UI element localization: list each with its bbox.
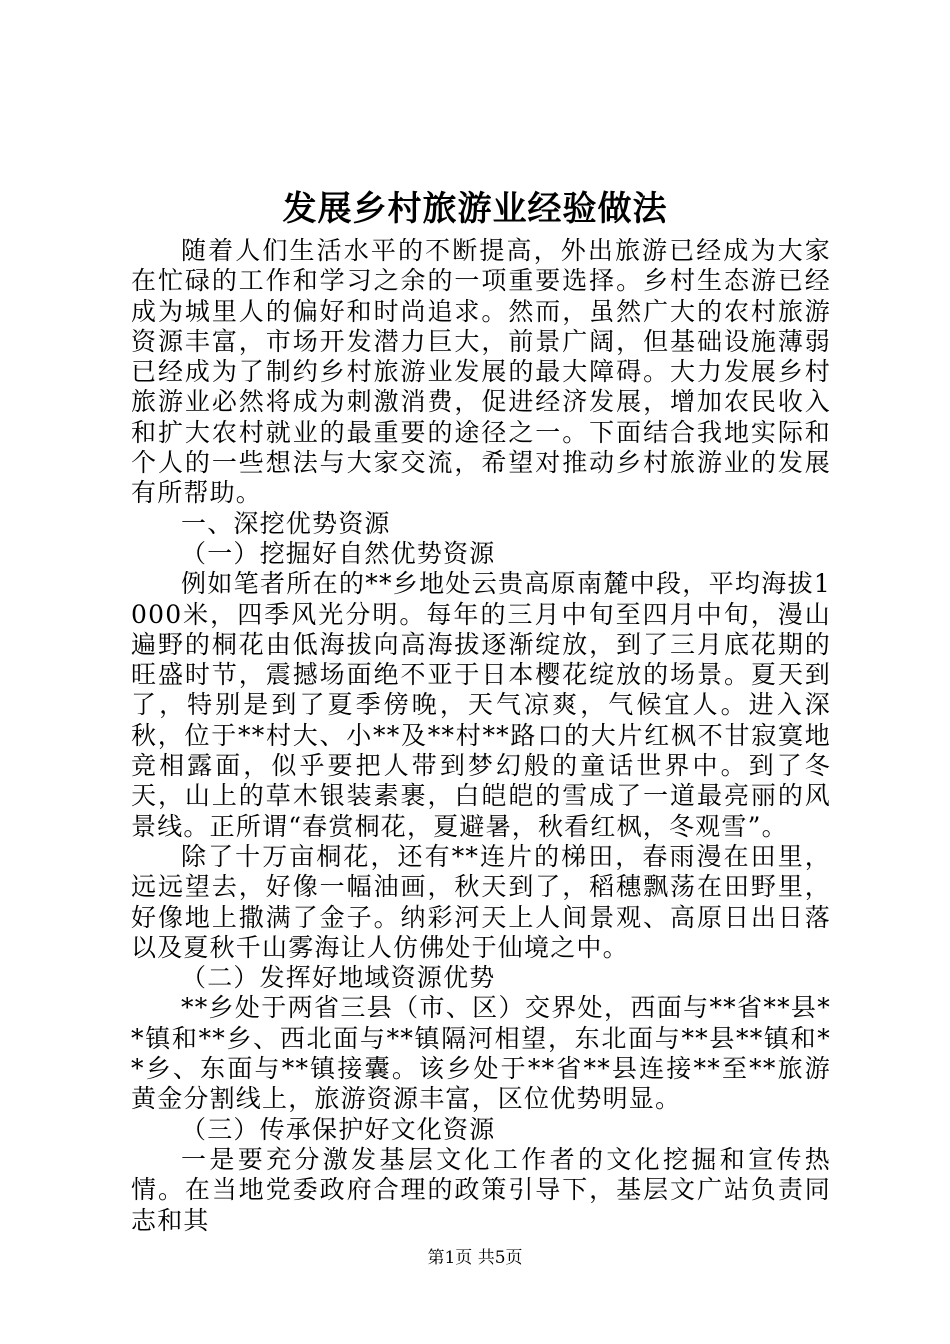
- section-heading-1: 一、深挖优势资源: [181, 508, 391, 538]
- paragraph-terraces: 除了十万亩桐花，还有**连片的梯田，春雨漫在田里，远远望去，好像一幅油画，秋天到了，稻穗飘荡在田野里，好像地上撒满了金子。纳彩河天上人间景观、高原日出日落以及夏秋千山雾海让人仿佛处于仙境之中。: [131, 841, 831, 962]
- document-title: 发展乡村旅游业经验做法: [282, 189, 668, 229]
- paragraph-geography: **乡处于两省三县（市、区）交界处，西面与**省**县**镇和**乡、西北面与**镇隔河相望，东北面与**县**镇和**乡、东面与**镇接囊。该乡处于**省**县连接**至**旅游黄金分割线上，旅游资源丰富，区位优势明显。: [131, 993, 831, 1114]
- paragraph-culture: 一是要充分激发基层文化工作者的文化挖掘和宣传热情。在当地党委政府合理的政策引导下，基层文广站负责同志和其: [131, 1144, 831, 1235]
- page-footer: 第1页 共5页: [427, 1248, 523, 1268]
- paragraph-intro: 随着人们生活水平的不断提高，外出旅游已经成为大家在忙碌的工作和学习之余的一项重要选择。乡村生态游已经成为城里人的偏好和时尚追求。然而，虽然广大的农村旅游资源丰富，市场开发潜力巨大，前景广阔，但基础设施薄弱已经成为了制约乡村旅游业发展的最大障碍。大力发展乡村旅游业必然将成为刺激消费，促进经济发展，增加农民收入和扩大农村就业的最重要的途径之一。下面结合我地实际和个人的一些想法与大家交流，希望对推动乡村旅游业的发展有所帮助。: [131, 236, 831, 508]
- document-body: [131, 236, 831, 1236]
- subsection-heading-3: （三）传承保护好文化资源: [181, 1114, 496, 1144]
- subsection-heading-1: （一）挖掘好自然优势资源: [181, 538, 496, 568]
- subsection-heading-2: （二）发挥好地域资源优势: [181, 963, 496, 993]
- paragraph-natural-resources: 例如笔者所在的**乡地处云贵高原南麓中段，平均海拔1000米，四季风光分明。每年的三月中旬至四月中旬，漫山遍野的桐花由低海拔向高海拔逐渐绽放，到了三月底花期的旺盛时节，震撼场面绝不亚于日本樱花绽放的场景。夏天到了，特别是到了夏季傍晚，天气凉爽，气候宜人。进入深秋，位于**村大、小**及**村**路口的大片红枫不甘寂寞地竞相露面，似乎要把人带到梦幻般的童话世界中。到了冬天，山上的草木银装素裹，白皑皑的雪成了一道最亮丽的风景线。正所谓“春赏桐花，夏避暑，秋看红枫，冬观雪”。: [131, 569, 831, 841]
